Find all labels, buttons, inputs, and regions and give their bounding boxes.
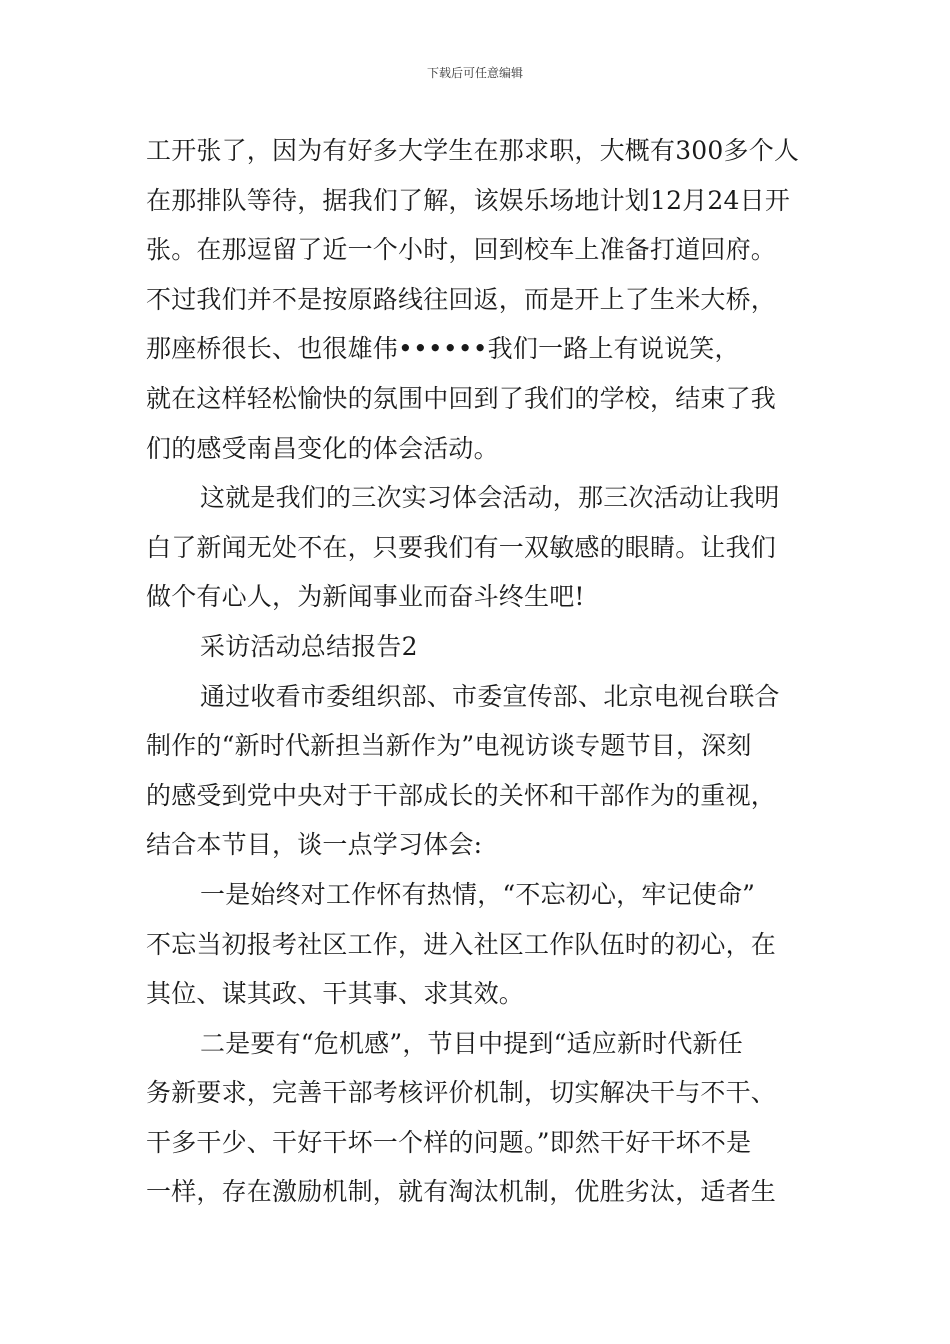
body-line: 干多干少、干好干坏一个样的问题。”即然干好干坏不是: [146, 1127, 752, 1157]
body-line: 那座桥很长、也很雄伟••••••我们一路上有说说笑，: [146, 334, 740, 364]
body-line: 白了新闻无处不在，只要我们有一双敏感的眼睛。让我们: [146, 532, 777, 562]
body-line: 在那排队等待，据我们了解，该娱乐场地计划12月24日开: [146, 185, 791, 215]
body-line: 务新要求，完善干部考核评价机制，切实解决干与不干、: [146, 1078, 777, 1108]
body-line: 张。在那逗留了近一个小时，回到校车上准备打道回府。: [146, 235, 777, 265]
paragraph-start: 通过收看市委组织部、市委宣传部、北京电视台联合: [200, 681, 780, 711]
body-line: 制作的“新时代新担当新作为”电视访谈专题节目，深刻: [146, 731, 752, 761]
body-line: 其位、谋其政、干其事、求其效。: [146, 979, 525, 1009]
body-line: 一样，存在激励机制，就有淘汰机制，优胜劣汰，适者生: [146, 1177, 777, 1207]
body-line: 们的感受南昌变化的体会活动。: [146, 433, 499, 463]
paragraph-start: 二是要有“危机感”，节目中提到“适应新时代新任: [200, 1028, 743, 1058]
body-line: 的感受到党中央对于干部成长的关怀和干部作为的重视，: [146, 780, 777, 810]
paragraph-start: 这就是我们的三次实习体会活动，那三次活动让我明: [200, 483, 780, 513]
document-body: [146, 126, 810, 1217]
paragraph-start: 一是始终对工作怀有热情，“不忘初心，牢记使命”: [200, 879, 756, 909]
section-heading: 采访活动总结报告2: [200, 631, 418, 661]
body-line: 结合本节目，谈一点学习体会:: [146, 830, 483, 860]
body-line: 不忘当初报考社区工作，进入社区工作队伍时的初心，在: [146, 929, 777, 959]
body-line: 做个有心人，为新闻事业而奋斗终生吧!: [146, 582, 585, 612]
page-header: 下载后可任意编辑: [426, 66, 523, 80]
body-line: 不过我们并不是按原路线往回返，而是开上了生米大桥，: [146, 284, 777, 314]
body-line: 工开张了，因为有好多大学生在那求职，大概有300多个人: [146, 136, 800, 165]
body-line: 就在这样轻松愉快的氛围中回到了我们的学校，结束了我: [146, 383, 777, 413]
